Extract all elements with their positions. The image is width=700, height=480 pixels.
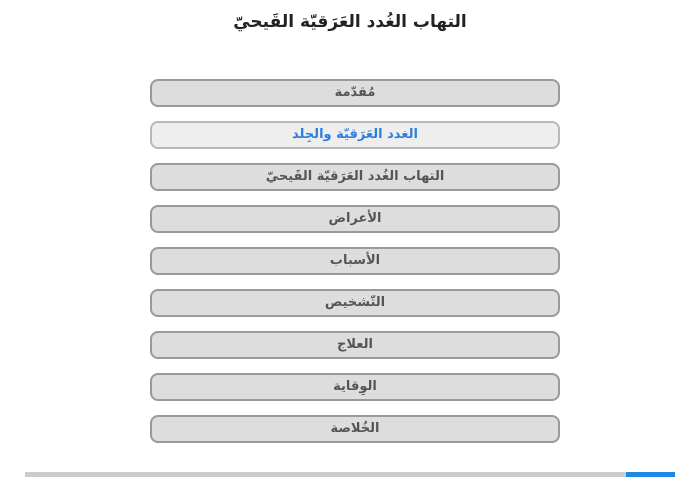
- menu-item-diagnosis[interactable]: التّشخيص: [150, 289, 560, 317]
- menu-item-prevention[interactable]: الوِقاية: [150, 373, 560, 401]
- menu-item-hidradenitis[interactable]: التهاب الغُدد العَرَقيّة القَيحيّ: [150, 163, 560, 191]
- progress-bar: [25, 472, 675, 477]
- progress-bar-fill: [626, 472, 675, 477]
- menu-item-symptoms[interactable]: الأعراض: [150, 205, 560, 233]
- menu-item-treatment[interactable]: العلاج: [150, 331, 560, 359]
- page-title: التهاب الغُدد العَرَقيّة القَيحيّ: [233, 12, 467, 32]
- chapter-menu: [150, 79, 560, 457]
- menu-item-sweat-glands-and-skin[interactable]: الغدد العَرَقيّة والجِلد: [150, 121, 560, 149]
- menu-item-summary[interactable]: الخُلاصة: [150, 415, 560, 443]
- menu-item-introduction[interactable]: مُقدّمة: [150, 79, 560, 107]
- menu-item-causes[interactable]: الأسباب: [150, 247, 560, 275]
